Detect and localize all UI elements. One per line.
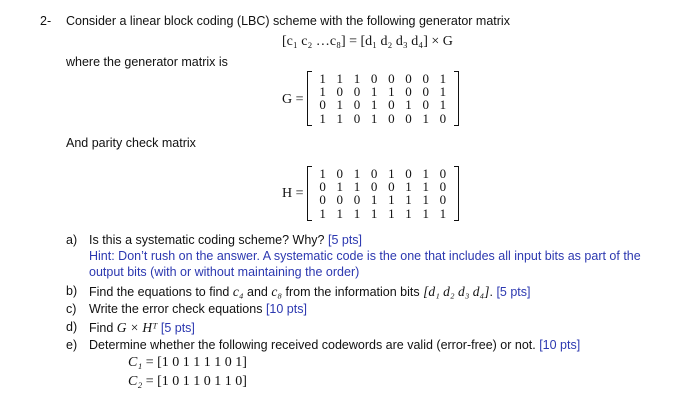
matrix-g-cell: 1 bbox=[336, 71, 344, 86]
matrix-g-cell: 0 bbox=[405, 84, 412, 100]
generator-matrix bbox=[307, 71, 459, 126]
part-d-label: d) bbox=[66, 320, 78, 334]
matrix-g-cell: 1 bbox=[319, 71, 326, 86]
part-a-points: [5 pts] bbox=[327, 233, 363, 247]
matrix-g-cell: 1 bbox=[319, 110, 326, 126]
codeword-equation: [c₁ c₂ …c₈] = [d₁ d₂ d₃ d₄] × G bbox=[282, 34, 453, 49]
part-a bbox=[89, 233, 362, 247]
matrix-h-cell: 0 bbox=[405, 166, 412, 181]
matrix-h-cell: 0 bbox=[439, 166, 447, 181]
part-b-points: [5 pts] bbox=[496, 285, 531, 299]
matrix-h-cell: 1 bbox=[319, 166, 326, 181]
matrix-h-cell: 1 bbox=[439, 205, 447, 221]
matrix-g-cell: 0 bbox=[353, 110, 361, 126]
codeword-1-value: = [1 0 1 1 1 1 0 1] bbox=[142, 355, 247, 370]
matrix-g-cell: 0 bbox=[405, 110, 412, 126]
matrix-h-cell: 1 bbox=[422, 205, 429, 221]
matrix-h-cell: 1 bbox=[405, 205, 412, 221]
matrix-g-cell: 1 bbox=[336, 97, 344, 113]
matrix-h-cell: 1 bbox=[422, 166, 429, 181]
matrix-g-cell: 1 bbox=[370, 97, 378, 113]
matrix-h-cell: 1 bbox=[353, 179, 361, 195]
codeword-1-name: C₁ bbox=[128, 355, 143, 370]
matrix-h-cell: 0 bbox=[388, 179, 395, 195]
info-bits: [d₁ d₂ d₃ d₄] bbox=[423, 284, 490, 299]
matrix-g-cell: 1 bbox=[405, 97, 412, 113]
c4-symbol: c₄ bbox=[232, 284, 244, 299]
matrix-g-cell: 0 bbox=[388, 110, 395, 126]
matrix-h-cell: 0 bbox=[353, 192, 361, 208]
matrix-g-cell: 1 bbox=[353, 71, 361, 86]
codeword-2-name: C₂ bbox=[128, 374, 143, 389]
left-bracket bbox=[307, 71, 312, 126]
matrix-g-cell: 1 bbox=[336, 110, 344, 126]
matrix-g-cell: 1 bbox=[422, 110, 429, 126]
part-e-label: e) bbox=[66, 338, 78, 352]
matrix-h-cell: 0 bbox=[319, 192, 326, 208]
matrix-h-cell: 1 bbox=[370, 192, 378, 208]
part-e-text: Determine whether the following received codewords are valid (error-free) or not. bbox=[89, 338, 540, 352]
part-e bbox=[89, 338, 580, 352]
g-times-ht: G × Hᵀ bbox=[116, 320, 158, 335]
left-bracket bbox=[307, 166, 312, 221]
question-number: 2- bbox=[40, 14, 52, 28]
question-intro: Consider a linear block coding (LBC) scheme with the following generator matrix bbox=[66, 14, 510, 28]
parity-check-matrix bbox=[307, 166, 459, 221]
part-a-text: Is this a systematic coding scheme? Why? bbox=[89, 233, 328, 247]
c8-symbol: c₈ bbox=[271, 284, 283, 299]
part-b-text-after: from the information bits bbox=[282, 285, 424, 299]
matrix-g-cell: 0 bbox=[319, 97, 326, 113]
matrix-h-cell: 1 bbox=[405, 179, 412, 195]
matrix-g-cell: 1 bbox=[388, 84, 395, 100]
matrix-h-cell: 1 bbox=[388, 192, 395, 208]
matrix-g-cell: 0 bbox=[370, 71, 378, 86]
matrix-h-cell: 1 bbox=[388, 205, 395, 221]
matrix-g-cell: 1 bbox=[370, 84, 378, 100]
right-bracket bbox=[454, 166, 459, 221]
part-c-label: c) bbox=[66, 302, 77, 316]
matrix-g-cell: 1 bbox=[439, 71, 447, 86]
matrix-h-cell: 1 bbox=[336, 179, 344, 195]
matrix-h-cell: 0 bbox=[336, 192, 344, 208]
part-e-points: [10 pts] bbox=[539, 338, 581, 352]
matrix-g-cell: 1 bbox=[370, 110, 378, 126]
right-bracket bbox=[454, 71, 459, 126]
part-c bbox=[89, 302, 307, 316]
matrix-h-label: H = bbox=[282, 186, 304, 201]
matrix-g-cell: 1 bbox=[439, 97, 447, 113]
part-c-text: Write the error check equations bbox=[89, 302, 266, 316]
part-b-and: and bbox=[243, 285, 272, 299]
matrix-g-cell: 0 bbox=[388, 97, 395, 113]
matrix-h-cell: 0 bbox=[319, 179, 326, 195]
matrix-h-cell: 0 bbox=[336, 166, 344, 181]
part-d-points: [5 pts] bbox=[157, 321, 195, 335]
matrix-h-cell: 1 bbox=[422, 179, 429, 195]
part-d-text: Find bbox=[89, 321, 117, 335]
codeword-2 bbox=[128, 374, 247, 390]
part-c-points: [10 pts] bbox=[265, 302, 307, 316]
hint-line-1: Hint: Don’t rush on the answer. A systematic code is the one that includes all input bits as part of the bbox=[89, 249, 641, 263]
matrix-h-cell: 1 bbox=[353, 166, 361, 181]
matrix-g-cell: 0 bbox=[422, 97, 429, 113]
matrix-h-cell: 1 bbox=[422, 192, 429, 208]
matrix-h-cell: 1 bbox=[370, 205, 378, 221]
hint-line-2: output bits (with or without maintaining the order) bbox=[89, 265, 360, 279]
matrix-h-cell: 0 bbox=[370, 179, 378, 195]
part-a-label: a) bbox=[66, 233, 78, 247]
codeword-1 bbox=[128, 355, 247, 371]
matrix-g-cell: 1 bbox=[439, 84, 447, 100]
matrix-g-label: G = bbox=[282, 92, 304, 107]
matrix-g-cell: 0 bbox=[439, 110, 447, 126]
codeword-2-value: = [1 0 1 1 0 1 1 0] bbox=[142, 374, 247, 389]
matrix-g-cell: 0 bbox=[422, 84, 429, 100]
matrix-h-cell: 1 bbox=[388, 166, 395, 181]
matrix-g-cell: 0 bbox=[388, 71, 395, 86]
part-d bbox=[89, 320, 195, 336]
matrix-g-cell: 0 bbox=[336, 84, 344, 100]
matrix-h-cell: 1 bbox=[336, 205, 344, 221]
matrix-h-cell: 1 bbox=[319, 205, 326, 221]
matrix-g-cell: 0 bbox=[353, 84, 361, 100]
parity-text: And parity check matrix bbox=[66, 136, 196, 150]
matrix-h-cell: 0 bbox=[439, 192, 447, 208]
matrix-g-cell: 0 bbox=[353, 97, 361, 113]
matrix-g-cell: 0 bbox=[405, 71, 412, 86]
part-b-label: b) bbox=[66, 284, 78, 298]
where-text: where the generator matrix is bbox=[66, 55, 228, 69]
part-b-text: Find the equations to find bbox=[89, 285, 233, 299]
matrix-h-cell: 0 bbox=[439, 179, 447, 195]
matrix-g-cell: 1 bbox=[319, 84, 326, 100]
part-b bbox=[89, 284, 530, 300]
matrix-h-cell: 1 bbox=[405, 192, 412, 208]
matrix-h-cell: 0 bbox=[370, 166, 378, 181]
matrix-h-cell: 1 bbox=[353, 205, 361, 221]
matrix-g-cell: 0 bbox=[422, 71, 429, 86]
part-b-end: . bbox=[489, 285, 497, 299]
